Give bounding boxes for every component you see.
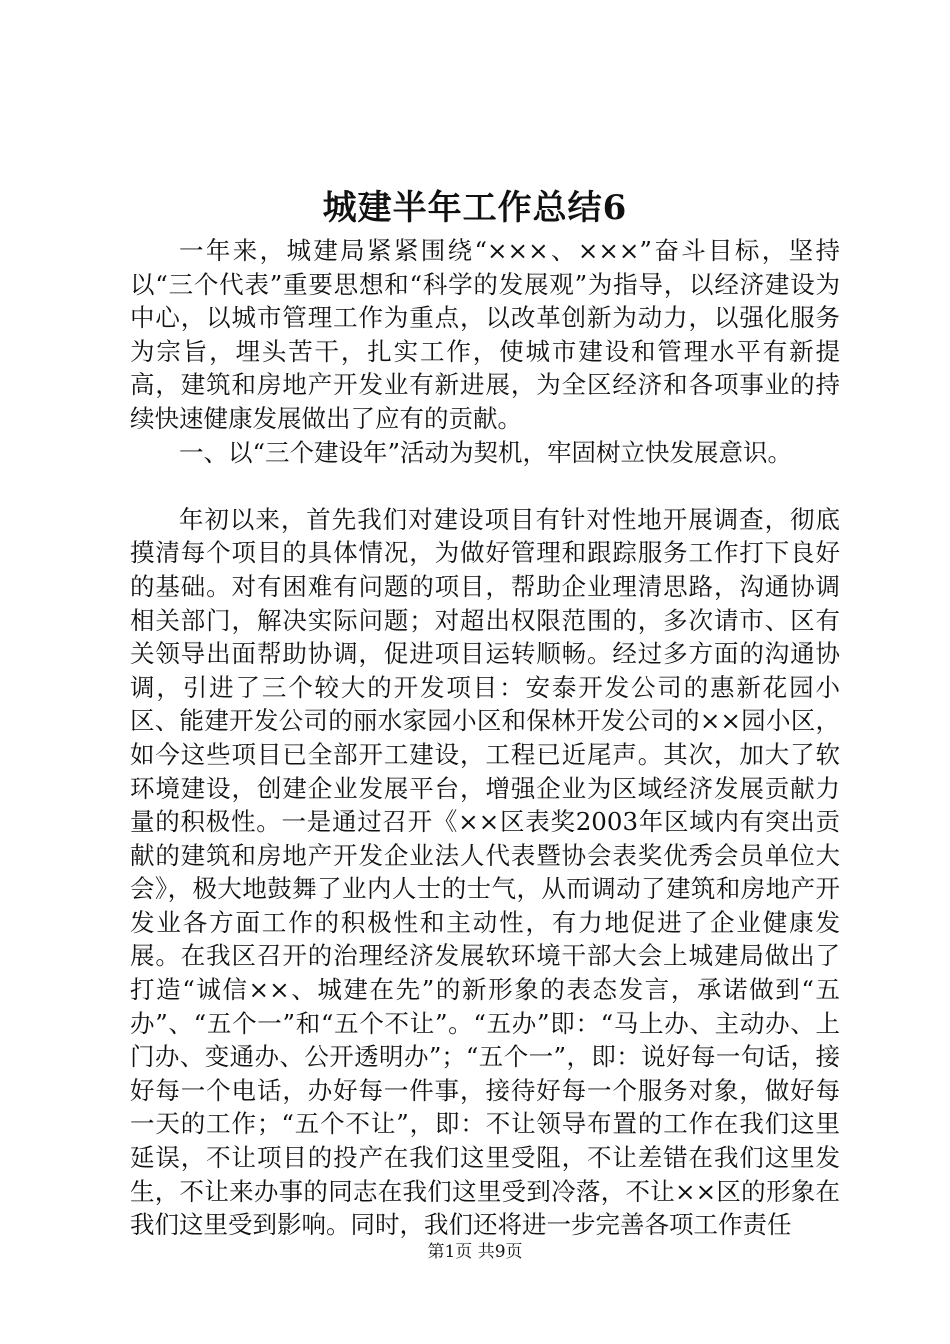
document-title: 城建半年工作总结6 — [322, 188, 628, 228]
page-footer: 第1页 共9页 — [427, 1242, 523, 1262]
body-paragraph: 年初以来，首先我们对建设项目有针对性地开展调查，彻底摸清每个项目的具体情况，为做好管理和跟踪服务工作打下良好的基础。对有困难有问题的项目，帮助企业理清思路，沟通协调相关部门，解决实际问题；对超出权限范围的，多次请市、区有关领导出面帮助协调，促进项目运转顺畅。经过多方面的沟通协调，引进了三个较大的开发项目：安泰开发公司的惠新花园小区、能建开发公司的丽水家园小区和保林开发公司的××园小区，如今这些项目已全部开工建设，工程已近尾声。其次，加大了软环境建设，创建企业发展平台，增强企业为区域经济发展贡献力量的积极性。一是通过召开《××区表奖2003年区域内有突出贡献的建筑和房地产开发企业法人代表暨协会表奖优秀会员单位大会》，极大地鼓舞了业内人士的士气，从而调动了建筑和房地产开发业各方面工作的积极性和主动性，有力地促进了企业健康发展。在我区召开的治理经济发展软环境干部大会上城建局做出了打造“诚信××、城建在先”的新形象的表态发言，承诺做到“五办”、“五个一”和“五个不让”。“五办”即：“马上办、主动办、上门办、变通办、公开透明办”；“五个一”，即：说好每一句话，接好每一个电话，办好每一件事，接待好每一个服务对象，做好每一天的工作；“五个不让”，即：不让领导布置的工作在我们这里延误，不让项目的投产在我们这里受阻，不让差错在我们这里发生，不让来办事的同志在我们这里受到冷落，不让××区的形象在我们这里受到影响。同时，我们还将进一步完善各项工作责任 — [130, 504, 840, 1240]
intro-paragraph: 一年来，城建局紧紧围绕“×××、×××”奋斗目标，坚持以“三个代表”重要思想和“科学的发展观”为指导，以经济建设为中心，以城市管理工作为重点，以改革创新为动力，以强化服务为宗旨，埋头苦干，扎实工作，使城市建设和管理水平有新提高，建筑和房地产开发业有新进展，为全区经济和各项事业的持续快速健康发展做出了应有的贡献。 — [130, 236, 840, 433]
section-heading: 一、以“三个建设年”活动为契机，牢固树立快发展意识。 — [179, 437, 793, 467]
document-body — [130, 234, 840, 1242]
